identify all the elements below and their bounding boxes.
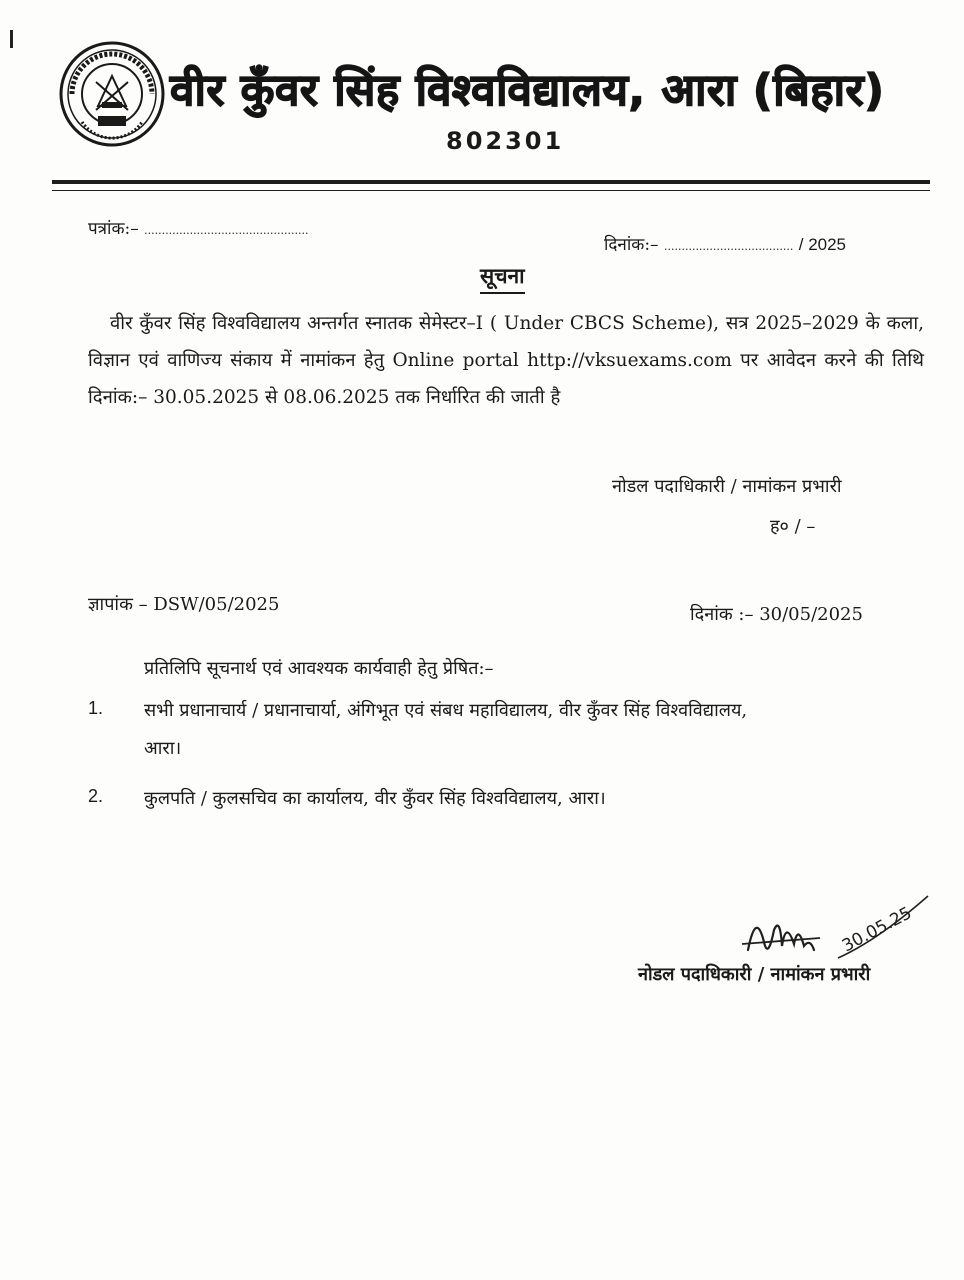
- gyapank: ज्ञापांक – DSW/05/2025: [88, 594, 280, 615]
- designation-1: नोडल पदाधिकारी / नामांकन प्रभारी: [612, 476, 842, 497]
- notice-body: वीर कुँवर सिंह विश्वविद्यालय अन्तर्गत स्नातक सेमेस्टर–I ( Under CBCS Scheme), सत्र 2025–2029 के कला, विज्ञान एवं वाणिज्य संकाय में नामांकन हेतु Online portal http://vksuexams.com पर आवेदन करने की तिथि दिनांक:– 30.05.2025 से 08.06.2025 तक निर्धारित की जाती है: [88, 313, 924, 408]
- scan-edge-mark: [10, 30, 13, 48]
- notice-title: सूचना: [480, 262, 525, 294]
- university-seal-logo: [58, 40, 166, 148]
- header-divider-thick: [52, 180, 930, 184]
- list-item-1-line2: आरा।: [144, 738, 182, 759]
- handwritten-date: 30.05.25: [838, 903, 916, 957]
- list-item-1-num: 1.: [88, 698, 104, 718]
- header-divider-thin: [52, 190, 930, 191]
- dinank-dots: .....................................: [663, 240, 794, 253]
- memo-date: दिनांक :– 30/05/2025: [690, 604, 863, 625]
- list-item-1-line1: सभी प्रधानाचार्य / प्रधानाचार्या, अंगिभूत एवं संबध महाविद्यालय, वीर कुँवर सिंह विश्वविद्यालय,: [144, 700, 748, 721]
- copy-intro: प्रतिलिपि सूचनार्थ एवं आवश्यक कार्यवाही हेतु प्रेषित:–: [144, 658, 494, 679]
- designation-2: नोडल पदाधिकारी / नामांकन प्रभारी: [638, 964, 871, 985]
- patrank-dots: ...............................................: [144, 224, 309, 237]
- university-name: वीर कुँवर सिंह विश्वविद्यालय, आरा (बिहार): [170, 65, 885, 116]
- list-item-2-num: 2.: [88, 786, 104, 806]
- signed-mark: ह० / –: [770, 516, 816, 537]
- pin-code: 802301: [446, 127, 565, 155]
- dinank-label: दिनांक:–: [604, 235, 659, 255]
- list-item-2-line1: कुलपति / कुलसचिव का कार्यालय, वीर कुँवर सिंह विश्वविद्यालय, आरा।: [144, 788, 606, 809]
- dinank-row: [604, 232, 846, 255]
- patrank-label: पत्रांक:–: [88, 219, 139, 239]
- patrank-row: [88, 216, 308, 239]
- dinank-year: / 2025: [798, 235, 847, 254]
